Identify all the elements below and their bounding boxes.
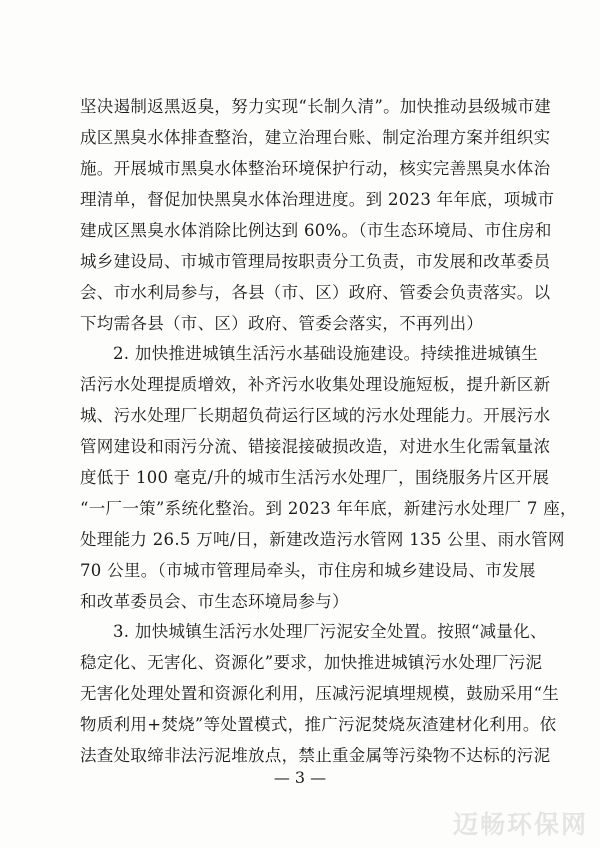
text-line: “一厂一策”系统化整治。到 2023 年年底，新建污水处理厂 7 座， <box>80 499 577 518</box>
text-line: 坚决遏制返黑返臭，努力实现“长制久清”。加快推动县级城市建 <box>80 97 552 116</box>
text-line: 理清单，督促加快黑臭水体治理进度。到 2023 年年底，项城市 <box>80 190 555 209</box>
text-line: 2. 加快推进城镇生活污水基础设施建设。持续推进城镇生 <box>113 344 539 363</box>
text-line: 会、市水利局参与，各县（市、区）政府、管委会负责落实。以 <box>80 283 551 302</box>
watermark-logo: 迈畅环保网 <box>452 810 588 839</box>
text-line: 建成区黑臭水体消除比例达到 60%。（市生态环境局、市住房和 <box>80 221 552 240</box>
text-line: 城乡建设局、市城市管理局按职责分工负责，市发展和改革委员 <box>80 252 551 271</box>
text-line: 下均需各县（市、区）政府、管委会落实，不再列出） <box>80 314 484 333</box>
text-line: 稳定化、无害化、资源化”要求，加快推进城镇污水处理厂污泥 <box>80 653 543 672</box>
text-line: 无害化处理处置和资源化利用，压减污泥填埋规模，鼓励采用“生 <box>80 684 560 703</box>
text-line: 管网建设和雨污分流、错接混接破损改造，对进水生化需氧量浓 <box>80 437 551 456</box>
text-line: 和改革委员会、市生态环境局参与） <box>80 592 349 611</box>
text-line: 法查处取缔非法污泥堆放点，禁止重金属等污染物不达标的污泥 <box>80 746 551 765</box>
text-line: 城、污水处理厂长期超负荷运行区域的污水处理能力。开展污水 <box>80 406 551 425</box>
page-number: — 3 — <box>273 768 327 787</box>
text-line: 70 公里。（市城市管理局牵头，市住房和城乡建设局、市发展 <box>80 561 536 580</box>
text-line: 度低于 100 毫克/升的城市生活污水处理厂，围绕服务片区开展 <box>80 468 550 487</box>
text-line: 活污水处理提质增效，补齐污水收集处理设施短板，提升新区新 <box>80 375 551 394</box>
text-line: 施。开展城市黑臭水体整治环境保护行动，核实完善黑臭水体治 <box>80 159 551 178</box>
text-line: 成区黑臭水体排查整治，建立治理台账、制定治理方案并组织实 <box>80 128 551 147</box>
text-line: 物质利用+焚烧”等处置模式，推广污泥焚烧灰渣建材化利用。依 <box>80 715 557 734</box>
text-line: 3. 加快城镇生活污水处理厂污泥安全处置。按照“减量化、 <box>113 622 547 641</box>
text-line: 处理能力 26.5 万吨/日，新建改造污水管网 135 公里、雨水管网 <box>80 530 565 549</box>
